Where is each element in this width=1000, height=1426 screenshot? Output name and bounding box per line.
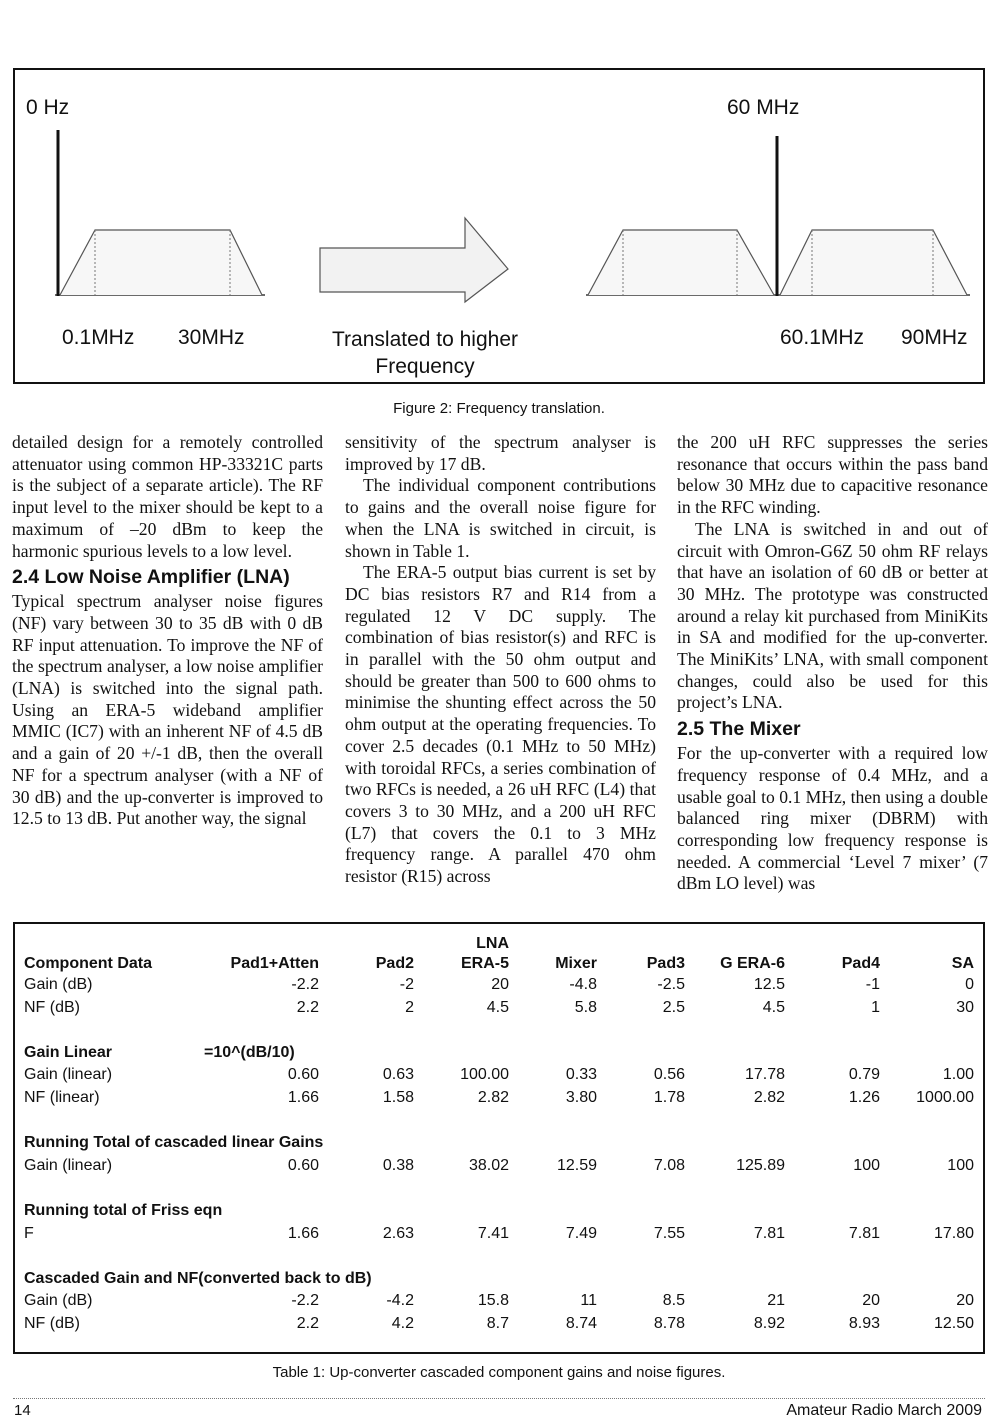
table-cell: 1.66: [287, 1224, 319, 1242]
section-title-row: [24, 1042, 974, 1065]
header-component-data: Component Data: [24, 955, 152, 972]
label-90mhz: 90MHz: [901, 326, 968, 349]
row-label: NF (dB): [24, 998, 80, 1016]
section-title: Gain Linear: [24, 1043, 113, 1061]
table-cell: 2.2: [296, 998, 319, 1016]
table-row: [24, 974, 974, 997]
table-cell: 8.5: [662, 1292, 685, 1310]
table-row: [24, 1064, 974, 1087]
table-cell: 17.78: [744, 1066, 785, 1084]
table-cell: 5.8: [574, 998, 597, 1016]
header-col-1: Pad1+Atten: [230, 955, 319, 972]
upper-sideband: [780, 230, 967, 295]
label-601mhz: 60.1MHz: [780, 326, 865, 349]
page-number: 14: [14, 1402, 31, 1419]
table-cell: 7.81: [753, 1224, 785, 1242]
table-cell: 0.79: [848, 1066, 880, 1084]
table-cell: 30: [956, 998, 974, 1016]
table-cell: -2.5: [657, 976, 685, 993]
section-heading-lna: 2.4 Low Noise Amplifier (LNA): [12, 566, 290, 589]
table-cell: 0.63: [382, 1066, 414, 1084]
table-cell: -2: [399, 976, 414, 993]
table-cell: 0.56: [653, 1066, 685, 1084]
table-row: [24, 997, 974, 1020]
table-cell: 2.2: [296, 1314, 319, 1332]
table-cell: 4.2: [391, 1314, 414, 1332]
row-label: NF (dB): [24, 1314, 80, 1332]
table-cell: 11: [580, 1292, 597, 1310]
text-column-1: [12, 432, 323, 830]
table-cell: 15.8: [477, 1292, 509, 1310]
table-cell: 20: [956, 1292, 974, 1310]
spacer-row: [24, 1019, 974, 1042]
table-cell: 2.82: [753, 1088, 785, 1106]
header-col-6: G ERA-6: [720, 955, 785, 972]
table-cell: 7.49: [565, 1224, 597, 1242]
section-title: Cascaded Gain and NF(converted back to dB): [24, 1269, 372, 1287]
table-header-row: [24, 934, 974, 974]
header-col-7: Pad4: [841, 955, 880, 972]
col1-paragraph-1: detailed design for a remotely controlled attenuator using common HP-33321C parts is the subject of a separate article). The RF input level to the mixer should be kept to a maximum of –20 dBm to keep the harmonic spurious levels to a low level.: [12, 432, 323, 561]
header-col-3-label: ERA-5: [460, 955, 509, 972]
col2-paragraph-1: sensitivity of the spectrum analyser is improved by 17 dB.: [345, 432, 656, 474]
table-cell: 1.00: [942, 1066, 974, 1084]
table-cell: 8.78: [653, 1314, 685, 1332]
text-column-2: [345, 432, 656, 888]
header-col-5: Pad3: [646, 955, 685, 972]
table-cell: 38.02: [468, 1156, 509, 1174]
table-cell: -4.2: [386, 1292, 414, 1310]
translated-line-2: Frequency: [375, 355, 475, 378]
table-cell: 12.5: [753, 976, 785, 993]
table-cell: 0.60: [287, 1066, 319, 1084]
table-caption: Table 1: Up-converter cascaded component gains and noise figures.: [272, 1364, 726, 1381]
table-cell: 1.78: [653, 1088, 685, 1106]
table-cell: 2.5: [662, 998, 685, 1016]
table-row: [24, 1290, 974, 1313]
table-cell: 1: [871, 998, 880, 1016]
table-cell: 17.80: [933, 1224, 974, 1242]
header-col-3: [414, 934, 509, 974]
col2-paragraph-2: The individual component contributions to gains and the overall noise figure for when the LNA is switched in circuit, is shown in Table 1.: [345, 475, 656, 561]
table-cell: 7.08: [653, 1156, 685, 1174]
table-cell: 2.63: [382, 1224, 414, 1242]
col1-paragraph-2: Typical spectrum analyser noise figures (NF) vary between 30 to 35 dB with 0 dB RF input attenuation. To improve the NF of the spectrum analyser, a low noise amplifier (LNA) is switched into the signal path. Using an ERA-5 wideband amplifier MMIC (IC7) with an inherent NF of 4.5 dB and a gain of 20 +/-1 dB, then the overall NF for a spectrum analyser (with a NF of 30 dB) and the up-converter is improved to 12.5 to 13 dB. Put another way, the signal: [12, 591, 323, 829]
table-cell: 3.80: [565, 1088, 597, 1106]
table-row: [24, 1313, 974, 1336]
table-cell: 7.55: [653, 1224, 685, 1242]
table-cell: 100: [947, 1156, 974, 1174]
col3-paragraph-2: The LNA is switched in and out of circuit with Omron-G6Z 50 ohm RF relays that have an isolation of 60 dB or better at 30 MHz. The prototype was constructed around a relay kit purchased from MiniKits in SA and modified for the up-converter. The MiniKits’ LNA, with small component changes, could also be used for this project’s LNA.: [677, 518, 988, 713]
lower-sideband: [588, 230, 774, 295]
header-col-4: Mixer: [555, 955, 597, 972]
translated-line-1: Translated to higher: [332, 328, 518, 351]
translated-label: [325, 326, 525, 380]
table-cell: 21: [767, 1292, 785, 1310]
row-label: Gain (linear): [24, 1066, 113, 1084]
table-cell: -2.2: [291, 976, 319, 993]
table-cell: 1.26: [848, 1088, 880, 1106]
table-cell: 2.82: [477, 1088, 509, 1106]
label-60mhz: 60 MHz: [727, 96, 800, 119]
header-lna-top: LNA: [476, 935, 509, 952]
row-label: NF (linear): [24, 1088, 100, 1106]
table-cell: 8.7: [486, 1314, 509, 1332]
table-cell: 8.92: [753, 1314, 785, 1332]
table-cell: 12.50: [933, 1314, 974, 1332]
section-title: Running total of Friss eqn: [24, 1201, 223, 1219]
table-cell: 20: [491, 976, 509, 993]
row-label: Gain (linear): [24, 1156, 113, 1174]
label-0hz: 0 Hz: [26, 96, 70, 119]
section-title-row: [24, 1132, 974, 1155]
col3-paragraph-3: For the up-converter with a required low frequency response of 0.4 MHz, and a usable goal to 0.1 MHz, then using a double balanced ring mixer (DBRM) with corresponding low frequency response is needed. A commercial ‘Level 7 mixer’ (7 dBm LO level) was: [677, 743, 988, 894]
section-formula: =10^(dB/10): [204, 1043, 295, 1061]
table-row: [24, 1155, 974, 1178]
section-title-row: [24, 1200, 974, 1223]
table-cell: -1: [865, 976, 880, 993]
table-cell: 100.00: [460, 1066, 509, 1084]
header-col-8: SA: [951, 955, 974, 972]
footer-rule: [13, 1398, 985, 1399]
spacer-cell: [24, 1110, 974, 1133]
table-cell: 7.41: [477, 1224, 509, 1242]
table-cell: 0.60: [287, 1156, 319, 1174]
section-heading-mixer: 2.5 The Mixer: [677, 718, 801, 741]
row-label: Gain (dB): [24, 976, 93, 993]
figure-caption: Figure 2: Frequency translation.: [393, 400, 605, 417]
row-label: F: [24, 1224, 34, 1242]
table-cell: 0: [965, 976, 974, 993]
publication-name: Amateur Radio March 2009: [786, 1402, 982, 1419]
spacer-row: [24, 1245, 974, 1268]
spacer-cell: [24, 1245, 974, 1268]
table-cell: -2.2: [291, 1292, 319, 1310]
table-cell: -4.8: [569, 976, 597, 993]
label-30mhz: 30MHz: [178, 326, 245, 349]
spacer-row: [24, 1177, 974, 1200]
table-cell: 0.38: [382, 1156, 414, 1174]
table-cell: 8.74: [565, 1314, 597, 1332]
table-body: [24, 934, 974, 1336]
section-title: Running Total of cascaded linear Gains: [24, 1134, 324, 1152]
section-title-row: [24, 1268, 974, 1291]
header-col-2: Pad2: [375, 955, 414, 972]
spacer-row: [24, 1110, 974, 1133]
col3-paragraph-1: the 200 uH RFC suppresses the series resonance that occurs within the pass band below 30 MHz due to capacitive resonance in the RFC winding.: [677, 432, 988, 518]
text-column-3: [677, 432, 988, 895]
table-cell: 4.5: [762, 998, 785, 1016]
table-cell: 12.59: [556, 1156, 597, 1174]
table-cell: 1.58: [382, 1088, 414, 1106]
frequency-translation-figure: [13, 68, 985, 384]
table-cell: 2: [405, 998, 414, 1016]
table-cell: 0.33: [565, 1066, 597, 1084]
table-cell: 7.81: [848, 1224, 880, 1242]
table-cell: 8.93: [848, 1314, 880, 1332]
component-table-box: [13, 922, 985, 1354]
spacer-cell: [24, 1177, 974, 1200]
translation-arrow: [320, 218, 508, 302]
table-row: [24, 1087, 974, 1110]
col2-paragraph-3: The ERA-5 output bias current is set by DC bias resistors R7 and R14 from a regulated 12 V DC supply. The combination of bias resistor(s) and RFC is in parallel with the 50 ohm output and should be greater than 500 to 600 ohms to minimise the shunting effect across the 50 ohm output at the operating frequencies. To cover 2.5 decades (0.1 MHz to 50 MHz) with toroidal RFCs, a series combination of two RFCs is needed, a 26 uH RFC (L4) that covers 3 to 30 MHz, and a 200 uH RFC (L7) that covers the 0.1 to 3 MHz frequency range. A parallel 470 ohm resistor (R15) across: [345, 562, 656, 887]
table-row: [24, 1223, 974, 1246]
table-cell: 20: [862, 1292, 880, 1310]
cascade-table: [24, 934, 974, 1336]
spacer-cell: [24, 1019, 974, 1042]
table-cell: 4.5: [486, 998, 509, 1016]
table-cell: 100: [853, 1156, 880, 1174]
table-cell: 125.89: [736, 1156, 785, 1174]
table-cell: 1000.00: [916, 1088, 974, 1106]
table-cell: 1.66: [287, 1088, 319, 1106]
label-01mhz: 0.1MHz: [62, 326, 135, 349]
row-label: Gain (dB): [24, 1292, 93, 1310]
